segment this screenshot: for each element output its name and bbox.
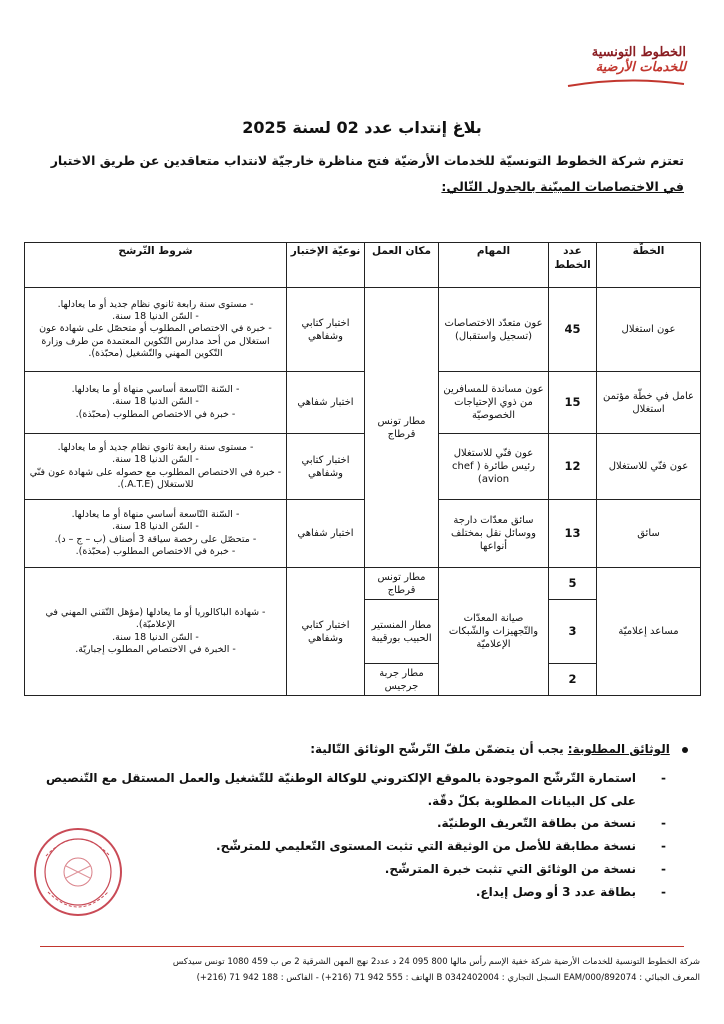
header-duties: المهام [439,243,549,288]
requirement-item: - السّن الدنيا 18 سنة. [112,631,199,643]
announcement-title: بلاغ إنتداب عدد 02 لسنة 2025 [242,118,482,137]
list-item: - نسخة مطابقة للأصل من الوثيقة التي تثبت المستوى التّعليمي للمترشّح. [28,835,666,858]
test-type-cell: اختبار شفاهي [287,500,365,568]
plan-cell: مساعد إعلاميّة [597,568,701,696]
positions-table [24,242,701,696]
table-row [25,500,701,568]
documents-heading [28,738,688,761]
logo-line-2: للخدمات الأرضية [595,59,686,75]
header-test-type: نوعيّة الإختبار [287,243,365,288]
count-cell: 45 [549,288,597,372]
requirement-item: - خبرة في الاختصاص المطلوب (محبّذة). [75,408,236,420]
table-row [25,568,701,600]
count-cell: 12 [549,434,597,500]
count-cell: 15 [549,372,597,434]
intro-paragraph [24,148,684,201]
documents-label: الوثائق المطلوبة: [567,742,670,756]
list-item: - بطاقة عدد 3 أو وصل إيداع. [28,881,666,904]
table-header-row [25,243,701,288]
list-item: - نسخة من الوثائق التي تثبت خبرة المترشّح. [28,858,666,881]
location-cell: مطار تونس قرطاج [365,568,439,600]
requirements-cell [25,288,287,372]
count-cell: 5 [549,568,597,600]
requirement-item: - مستوى سنة رابعة ثانوي نظام جديد أو ما يعادلها. [57,441,254,453]
company-stamp-icon [32,826,124,918]
location-cell: مطار تونس قرطاج [365,288,439,568]
requirements-cell [25,434,287,500]
bullet-icon [682,747,688,753]
test-type-cell: اختبار كتابي وشفاهي [287,568,365,696]
footer-line-2: المعرف الجبائي : 892074/EAM/000 السجل التجاري : B 0342402004 الهاتف : 555 942 71 (216+) - الفاكس : 188 942 71 (216+) [196,973,700,984]
plan-cell: عون استغلال [597,288,701,372]
header-count: عدد الخطط [549,243,597,288]
count-cell: 13 [549,500,597,568]
footer-line-1: شركة الخطوط التونسية للخدمات الأرضية شركة خفية الإسم رأس مالها 800 095 24 د عدد2 نهج المهن الشرقية 2 ص ب 459 1080 تونس سيدكس [172,957,700,967]
footer [24,954,700,986]
requirements-cell [25,372,287,434]
plan-cell: عامل في خطّة مؤتمن استغلال [597,372,701,434]
footer-divider [40,946,684,947]
location-cell: مطار جربة جرجيس [365,664,439,696]
plan-cell: سائق [597,500,701,568]
header-location: مكان العمل [365,243,439,288]
test-type-cell: اختبار شفاهي [287,372,365,434]
location-cell: مطار المنستير الحبيب بورقيبة [365,600,439,664]
count-cell: 3 [549,600,597,664]
requirement-item: - خبرة في الاختصاص المطلوب أو متحصّل على شهادة عون استغلال من أحد مدارس التّكوين المعتمدة من طرف وزارة التّكوين المهني والتّشغيل (محبّذة). [39,323,272,360]
requirements-cell [25,568,287,696]
list-item: - استمارة التّرشّح الموجودة بالموقع الإلكتروني للوكالة الوطنيّة للتّشغيل والعمل المستقل مع التّنصيص على كل البيانات المطلوبة بكلّ دقّة. [28,767,666,813]
requirement-item: - خبرة في الاختصاص المطلوب (محبّذة). [75,545,236,557]
requirement-item: - السّن الدنيا 18 سنة. [112,310,199,322]
logo-line-1: الخطوط التونسية [591,45,686,60]
header-plan: الخطّة [597,243,701,288]
requirements-cell [25,500,287,568]
required-documents [28,738,688,904]
header-requirements: شروط التّرشح [25,243,287,288]
requirement-item: - شهادة الباكالوريا أو ما يعادلها (مؤهل التّقني المهني في الإعلاميّة). [45,606,266,631]
intro-text: تعتزم شركة الخطوط التونسيّة للخدمات الأرضيّة فتح مناظرة خارجيّة لانتداب متعاقدين عن طريق الاختبار [50,153,684,168]
requirement-item: - السّن الدنيا 18 سنة. [112,454,199,466]
documents-lead: يجب أن يتضمّن ملفّ التّرشّح الوثائق التّالية: [310,742,564,756]
requirement-item: - السّن الدنيا 18 سنة. [112,521,199,533]
table-row [25,372,701,434]
duties-cell: عون مساندة للمسافرين من ذوي الإحتياجات الخصوصيّة [439,372,549,434]
requirement-item: - خبرة في الاختصاص المطلوب مع حصوله على شهادة عون فنّي للاستغلال (A.T.E.). [29,466,282,490]
test-type-cell: اختبار كتابي وشفاهي [287,288,365,372]
logo-swoosh-icon [566,78,686,88]
table-row [25,288,701,372]
requirement-item: - الخبرة في الاختصاص المطلوب إجباريّة. [75,643,236,655]
requirement-item: - مستوى سنة رابعة ثانوي نظام جديد أو ما يعادلها. [57,298,254,310]
duties-cell: سائق معدّات دارجة ووسائل نقل بمختلف أنواعها [439,500,549,568]
duties-cell: عون فنّي للاستغلال رئيس طائرة ( chef avion) [439,434,549,500]
company-logo [546,46,686,88]
list-item: - نسخة من بطاقة التّعريف الوطنيّة. [28,812,666,835]
count-cell: 2 [549,664,597,696]
duties-cell: صيانة المعدّات والتّجهيزات والشّبكات الإعلاميّة [439,568,549,696]
table-row [25,434,701,500]
requirement-item: - متحصّل على رخصة سياقة 3 أصناف (ب – ج – د). [54,533,257,545]
test-type-cell: اختبار كتابي وشفاهي [287,434,365,500]
requirement-item: - السّنة التّاسعة أساسي منهاة أو ما يعادلها. [71,508,240,520]
requirement-item: - السّنة التّاسعة أساسي منهاة أو ما يعادلها. [71,383,240,395]
plan-cell: عون فنّي للاستغلال [597,434,701,500]
intro-text-2: في الاختصاصات المبيّنة بالجدول التّالي: [441,179,684,195]
duties-cell: عون متعدّد الاختصاصات (تسجيل واستقبال) [439,288,549,372]
requirement-item: - السّن الدنيا 18 سنة. [112,396,199,408]
